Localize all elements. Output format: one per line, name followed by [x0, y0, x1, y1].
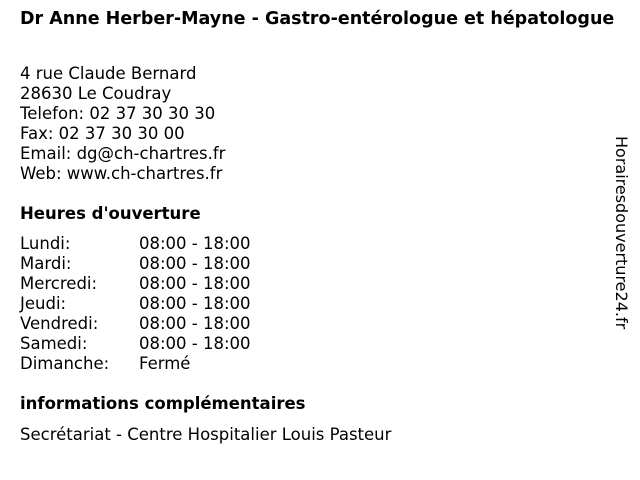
street-address: 4 rue Claude Bernard: [20, 64, 197, 83]
email-address: Email: dg@ch-chartres.fr: [20, 144, 226, 163]
page-title: Dr Anne Herber-Mayne - Gastro-entérologue et hépatologue: [20, 9, 615, 29]
phone-number: Telefon: 02 37 30 30 30: [20, 104, 216, 123]
day-label: Mardi:: [20, 254, 72, 273]
time-value: 08:00 - 18:00: [139, 274, 251, 293]
info-heading: informations complémentaires: [20, 394, 306, 413]
day-label: Mercredi:: [20, 274, 98, 293]
fax-number: Fax: 02 37 30 30 00: [20, 124, 185, 143]
contact-block: [20, 64, 225, 184]
time-value: 08:00 - 18:00: [139, 334, 251, 353]
time-value: 08:00 - 18:00: [139, 294, 251, 313]
hours-heading: Heures d'ouverture: [20, 204, 201, 223]
time-value: 08:00 - 18:00: [139, 234, 251, 253]
day-label: Dimanche:: [20, 354, 110, 373]
info-text: Secrétariat - Centre Hospitalier Louis Pasteur: [20, 425, 392, 444]
time-value: 08:00 - 18:00: [139, 254, 251, 273]
website-address: Web: www.ch-chartres.fr: [20, 164, 223, 183]
day-label: Jeudi:: [20, 294, 67, 313]
watermark: [611, 136, 631, 343]
day-label: Lundi:: [20, 234, 71, 253]
day-label: Vendredi:: [20, 314, 99, 333]
time-value: Fermé: [139, 354, 191, 373]
watermark-text: Horairesdouverture24.fr: [612, 136, 631, 330]
city-postal: 28630 Le Coudray: [20, 84, 172, 103]
time-value: 08:00 - 18:00: [139, 314, 251, 333]
day-label: Samedi:: [20, 334, 88, 353]
